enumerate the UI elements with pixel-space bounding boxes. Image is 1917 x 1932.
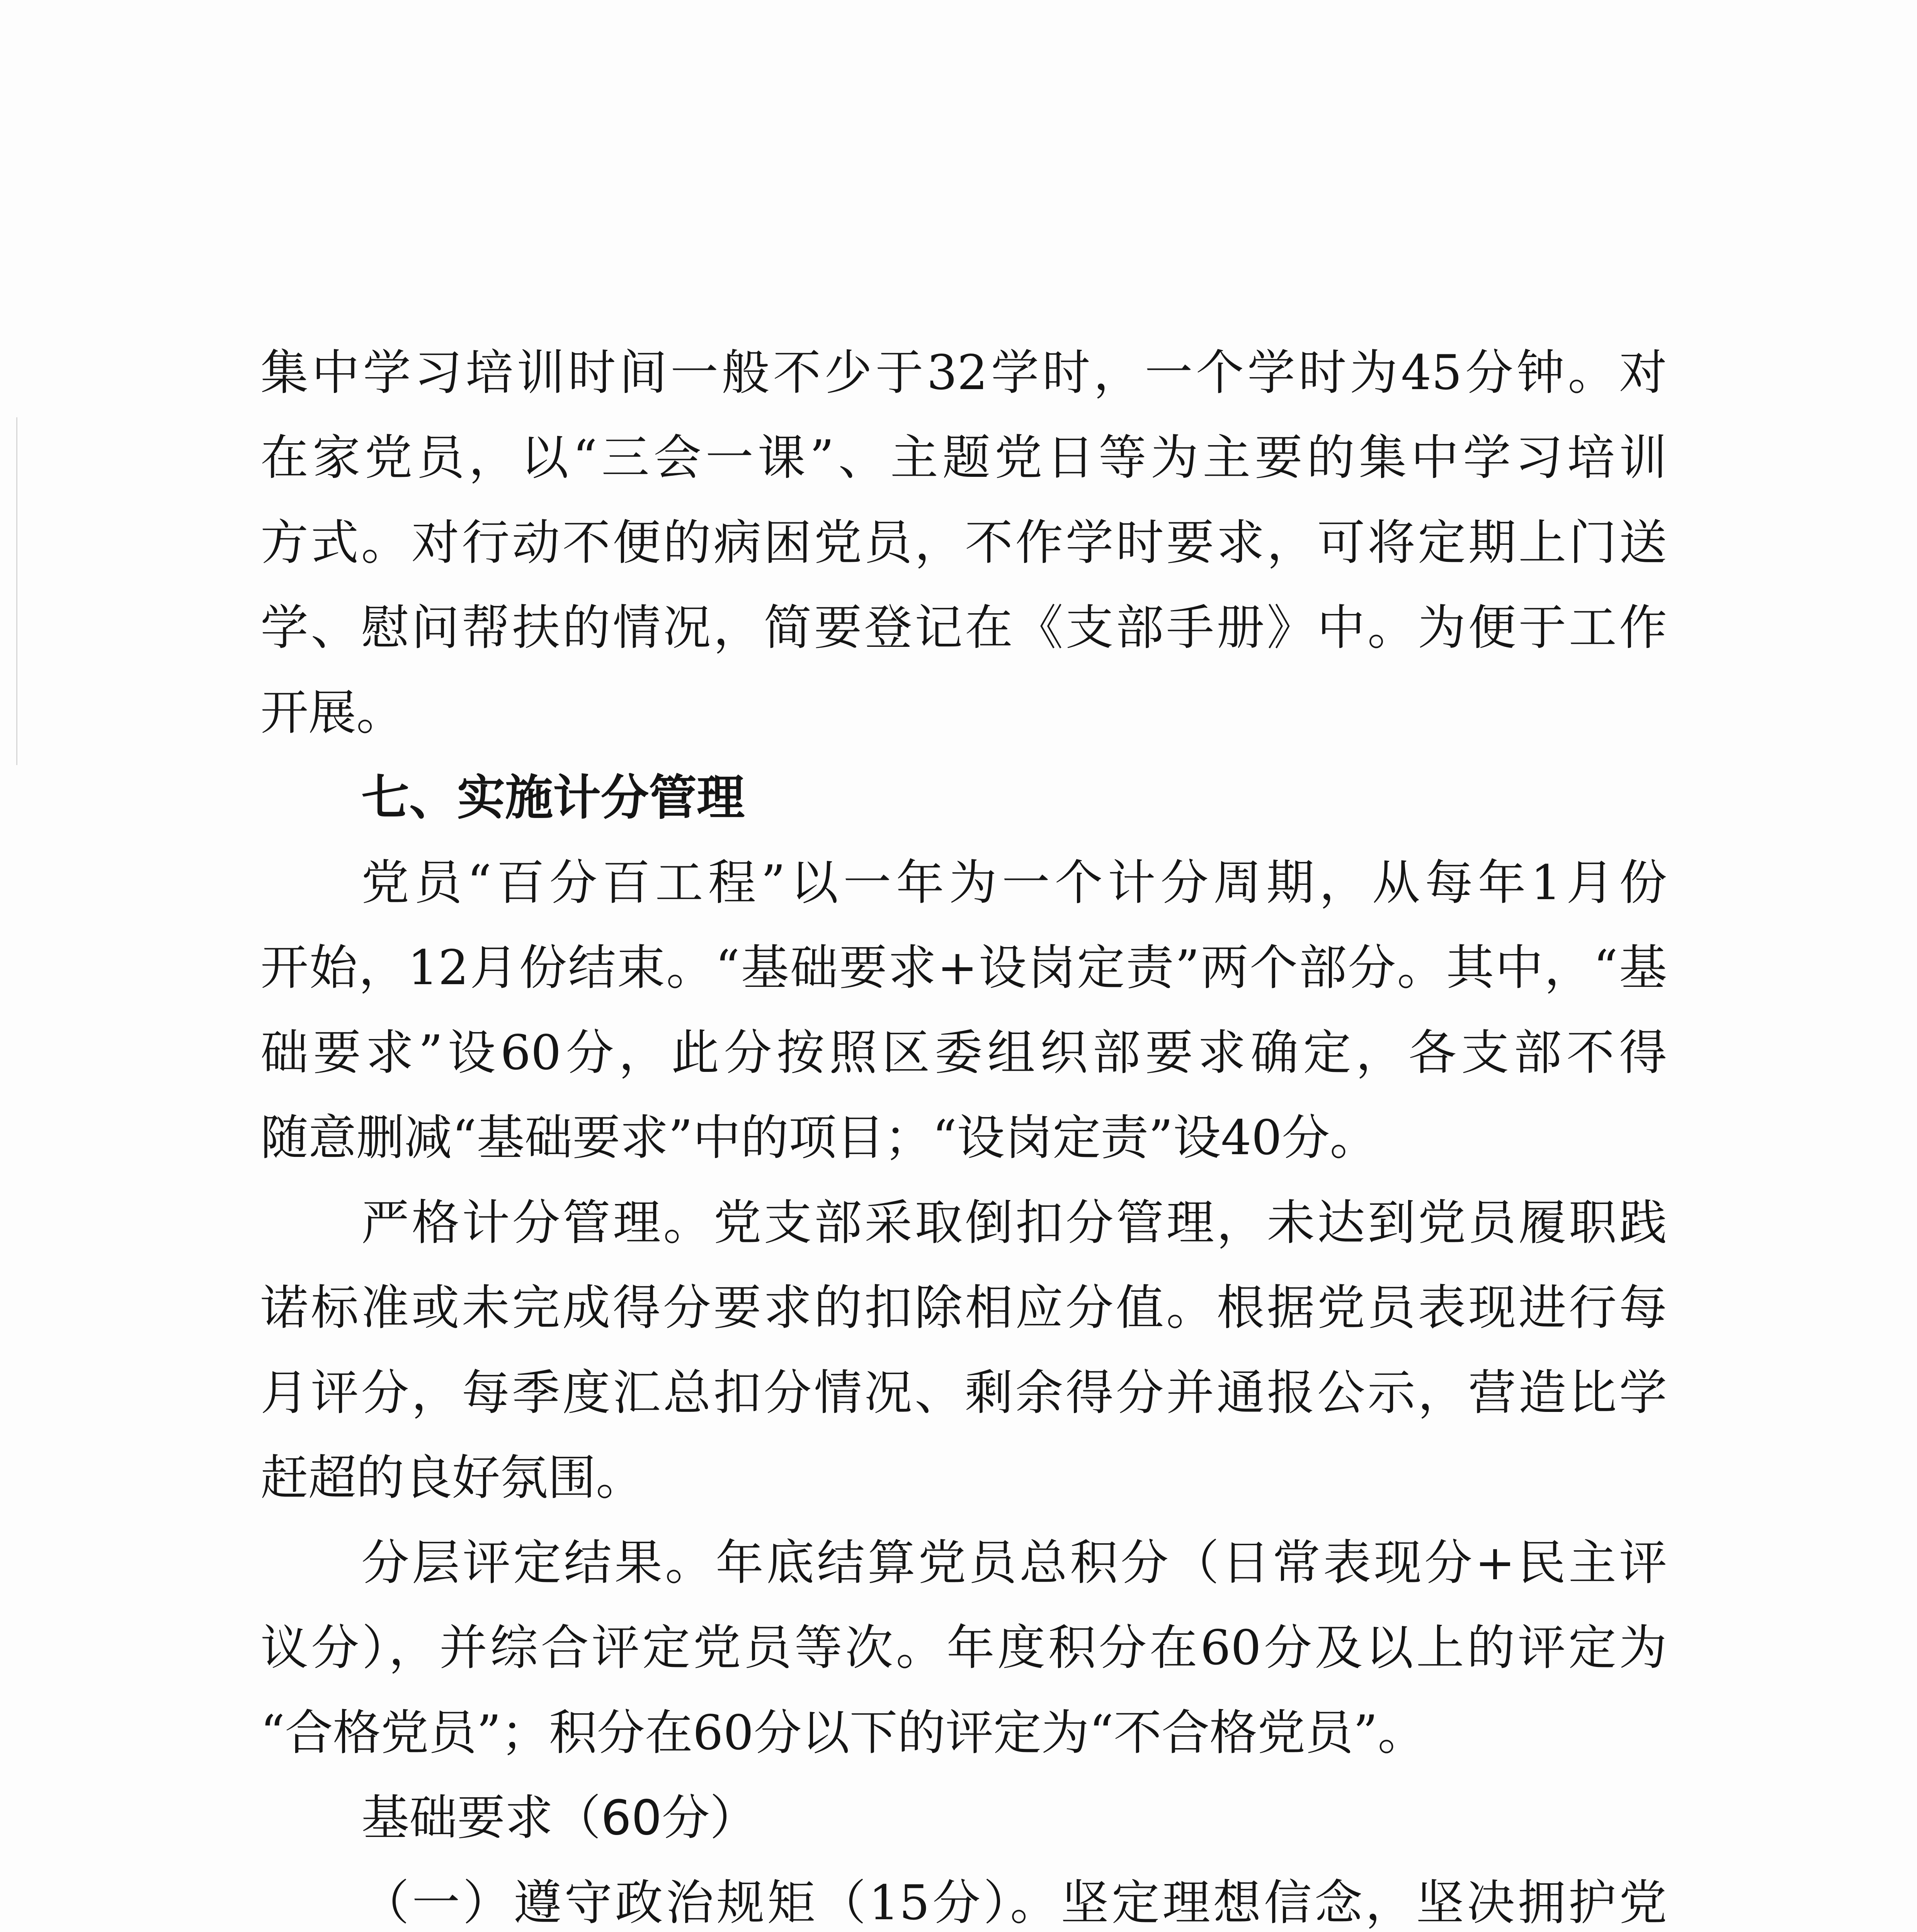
training-line-3: 方式。对行动不便的病困党员，不作学时要求，可将定期上门送 — [260, 515, 1667, 571]
tiered-results-line-3: “合格党员”；积分在60分以下的评定为“不合格党员”。 — [260, 1705, 1426, 1761]
scoring-cycle-line-4: 随意删减“基础要求”中的项目；“设岗定责”设40分。 — [260, 1110, 1378, 1166]
scoring-cycle-line-3: 础要求”设60分，此分按照区委组织部要求确定，各支部不得 — [260, 1025, 1667, 1081]
training-line-2: 在家党员，以“三会一课”、主题党日等为主要的集中学习培训 — [260, 430, 1667, 486]
scoring-cycle-line-1: 党员“百分百工程”以一年为一个计分周期，从每年1月份 — [361, 855, 1667, 911]
strict-scoring-line-1: 严格计分管理。党支部采取倒扣分管理，未达到党员履职践 — [361, 1195, 1667, 1251]
strict-scoring-line-4: 赶超的良好氛围。 — [260, 1450, 644, 1506]
training-line-5: 开展。 — [260, 685, 405, 741]
scan-edge-mark — [16, 417, 17, 765]
tiered-results-line-2: 议分），并综合评定党员等次。年度积分在60分及以上的评定为 — [260, 1620, 1667, 1676]
training-line-1: 集中学习培训时间一般不少于32学时，一个学时为45分钟。对 — [260, 345, 1667, 401]
scoring-cycle-line-2: 开始，12月份结束。“基础要求+设岗定责”两个部分。其中，“基 — [260, 940, 1667, 996]
basic-requirements-heading: 基础要求（60分） — [361, 1790, 758, 1846]
strict-scoring-line-3: 月评分，每季度汇总扣分情况、剩余得分并通报公示，营造比学 — [260, 1365, 1667, 1421]
section-heading-scoring-management: 七、实施计分管理 — [361, 770, 745, 826]
training-line-4: 学、慰问帮扶的情况，简要登记在《支部手册》中。为便于工作 — [260, 600, 1667, 656]
political-rules-line-1: （一）遵守政治规矩（15分）。坚定理想信念，坚决拥护党 — [361, 1875, 1667, 1931]
strict-scoring-line-2: 诺标准或未完成得分要求的扣除相应分值。根据党员表现进行每 — [260, 1280, 1667, 1336]
tiered-results-line-1: 分层评定结果。年底结算党员总积分（日常表现分+民主评 — [361, 1535, 1667, 1591]
